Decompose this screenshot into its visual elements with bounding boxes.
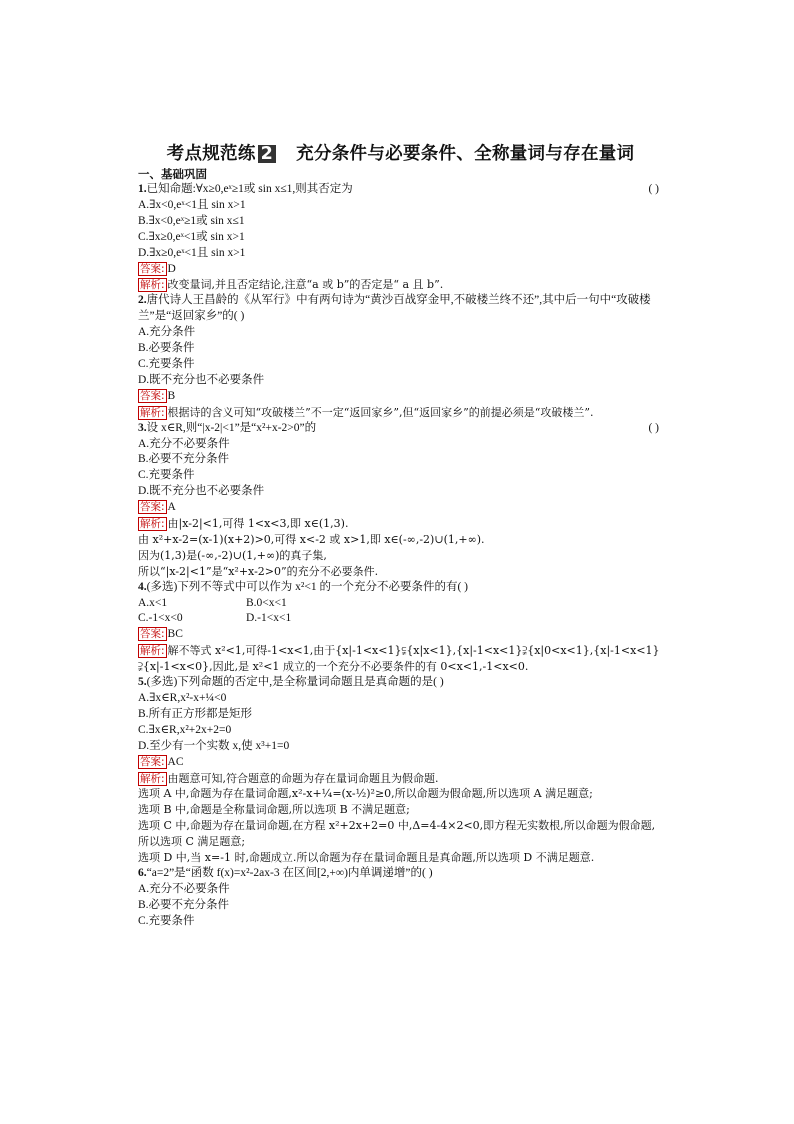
question-5-analysis-5: 选项 D 中,当 x=-1 时,命题成立.所以命题为存在量词命题且是真命题,所以选项 D 不满足题意. [138, 851, 595, 865]
question-2-analysis: 解析: 根据诗的含义可知“攻破楼兰”不一定“返回家乡”,但“返回家乡”的前提必须是“攻破楼兰”. [140, 405, 594, 419]
question-5-analysis-3: 选项 B 中,命题是全称量词命题,所以选项 B 不满足题意; [138, 803, 410, 817]
question-3-analysis-1: 解析: 由|x-2|<1,可得 1<x<3,即 x∈(1,3). [140, 517, 349, 531]
question-4-option-c: C.-1<x<0 [138, 612, 183, 625]
question-5-option-b: B.所有正方形都是矩形 [138, 707, 253, 720]
worksheet-page [138, 140, 663, 930]
question-3-option-c: C.充要条件 [138, 469, 195, 482]
question-5-analysis-1: 解析: 由题意可知,符合题意的命题为存在量词命题且为假命题. [140, 771, 439, 785]
question-3-stem: 3.设 x∈R,则“|x-2|<1”是“x²+x-2>0”的 ( ) [138, 421, 663, 437]
analysis-tag: 解析: [140, 279, 165, 292]
question-2-option-a: A.充分条件 [138, 326, 196, 339]
question-3-analysis-4: 所以“|x-2|<1”是“x²+x-2>0”的充分不必要条件. [138, 564, 379, 578]
question-5-analysis-4: 选项 C 中,命题为存在量词命题,在方程 x²+2x+2=0 中,Δ=4-4×2<0,即方程无实数根,所以命题为假命题,所以选项 C 满足题意; [138, 819, 656, 849]
question-4-option-b: B.0<x<1 [246, 596, 287, 609]
question-5-option-a: A.∃x∈R,x²-x+¼<0 [138, 692, 227, 704]
question-2-stem: 2.唐代诗人王昌龄的《从军行》中有两句诗为“黄沙百战穿金甲,不破楼兰终不还”,其中后一句中“攻破楼兰”是“返回家乡”的( ) [138, 294, 651, 323]
question-6-option-c: C.充要条件 [138, 914, 195, 927]
question-1-option-a: A.∃x<0,eˣ<1且 sin x>1 [138, 198, 246, 211]
analysis-tag: 解析: [140, 772, 165, 785]
question-5-option-c: C.∃x∈R,x²+2x+2=0 [138, 723, 232, 736]
question-6-option-b: B.必要不充分条件 [138, 898, 230, 911]
answer-tag: 答案: [140, 755, 165, 768]
question-3-option-b: B.必要不充分条件 [138, 453, 230, 466]
analysis-tag: 解析: [140, 406, 165, 419]
question-4-options-ab [138, 596, 663, 612]
analysis-tag: 解析: [140, 518, 165, 531]
analysis-tag: 解析: [140, 645, 165, 658]
question-3-answer: 答案: A [140, 501, 176, 514]
question-6-option-a: A.充分不必要条件 [138, 882, 230, 895]
question-5-stem: 5.(多选)下列命题的否定中,是全称量词命题且是真命题的是( ) [138, 676, 444, 689]
question-3-option-a: A.充分不必要条件 [138, 437, 230, 450]
page-title [138, 140, 663, 165]
question-3-option-d: D.既不充分也不必要条件 [138, 485, 265, 498]
answer-tag: 答案: [140, 389, 165, 402]
question-3-analysis-3: 因为(1,3)是(-∞,-2)∪(1,+∞)的真子集, [138, 548, 327, 562]
answer-paren: ( ) [648, 421, 659, 434]
question-1-analysis: 解析: 改变量词,并且否定结论,注意“a 或 b”的否定是“ a 且 b”. [140, 278, 444, 292]
question-4-analysis: 解析: 解不等式 x²<1,可得-1<x<1,由于{x|-1<x<1}⫋{x|x<1},{x|-1<x<1}⫌{x|0<x<1},{x|-1<x<1}⫌{x|-1<x<0},因此,是 x²<1 成立的一个充分不必要条件的有 0<x<1,-1<x<0. [138, 644, 660, 674]
title-main: 充分条件与必要条件、全称量词与存在量词 [296, 144, 635, 164]
question-2-answer: 答案: B [140, 389, 176, 402]
answer-tag: 答案: [140, 501, 165, 514]
question-4-option-d: D.-1<x<1 [246, 612, 292, 625]
question-6-stem: 6.“a=2”是“函数 f(x)=x²-2ax-3 在区间[2,+∞)内单调递增”的( ) [138, 866, 433, 879]
question-2-option-b: B.必要条件 [138, 342, 195, 355]
question-5-answer: 答案: AC [140, 755, 184, 768]
question-2-option-d: D.既不充分也不必要条件 [138, 373, 265, 386]
answer-tag: 答案: [140, 262, 165, 275]
question-4-stem: 4.(多选)下列不等式中可以作为 x²<1 的一个充分不必要条件的有( ) [138, 580, 468, 593]
title-prefix: 考点规范练 [166, 144, 256, 164]
question-1-option-b: B.∃x<0,eˣ≥1或 sin x≤1 [138, 214, 245, 227]
question-5-analysis-2: 选项 A 中,命题为存在量词命题,x²-x+¼=(x-½)²≥0,所以命题为假命题,所以选项 A 满足题意; [138, 787, 593, 801]
question-5-option-d: D.至少有一个实数 x,使 x³+1=0 [138, 739, 290, 752]
answer-paren: ( ) [648, 183, 659, 195]
question-1-option-c: C.∃x≥0,eˣ<1或 sin x>1 [138, 230, 245, 243]
question-4-options-cd [138, 611, 663, 627]
title-number-badge: 2 [258, 145, 276, 163]
question-1-stem: 1.已知命题:∀x≥0,eˣ≥1或 sin x≤1,则其否定为 ( ) [138, 182, 663, 198]
section-heading: 一、基础巩固 [138, 167, 207, 181]
question-4-option-a: A.x<1 [138, 596, 168, 609]
question-3-analysis-2: 由 x²+x-2=(x-1)(x+2)>0,可得 x<-2 或 x>1,即 x∈(-∞,-2)∪(1,+∞). [138, 532, 485, 546]
question-2-option-c: C.充要条件 [138, 357, 195, 370]
question-1-answer: 答案: D [140, 262, 176, 275]
question-1-option-d: D.∃x≥0,eˣ<1且 sin x>1 [138, 246, 246, 259]
answer-tag: 答案: [140, 628, 165, 641]
question-4-answer: 答案: BC [140, 628, 183, 641]
